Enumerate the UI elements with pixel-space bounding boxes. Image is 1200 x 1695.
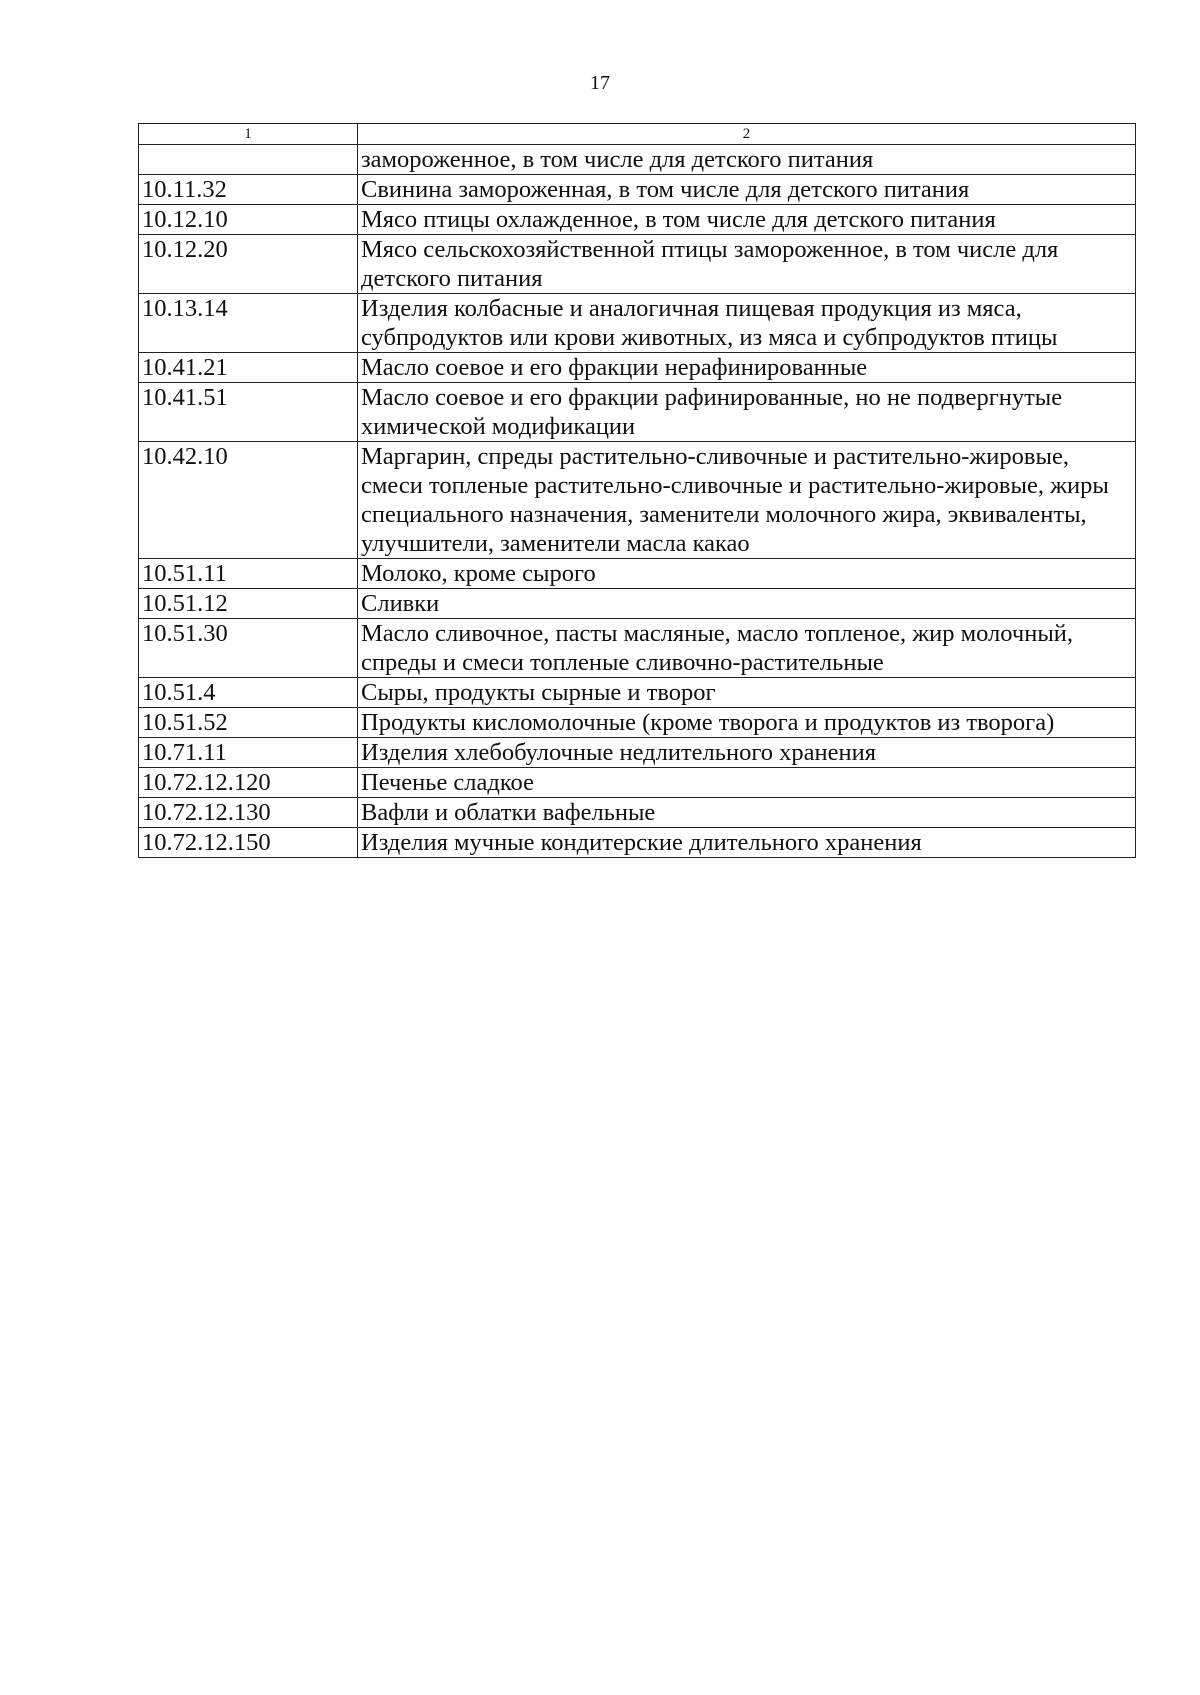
row-code: 10.12.10: [139, 205, 358, 235]
table-header-row: [139, 124, 1136, 145]
row-description: Свинина замороженная, в том числе для детского питания: [358, 175, 1136, 205]
row-description: Сыры, продукты сырные и творог: [358, 678, 1136, 708]
row-code: 10.72.12.150: [139, 828, 358, 858]
row-code: 10.41.51: [139, 383, 358, 442]
table-row: [139, 768, 1136, 798]
table-row: [139, 294, 1136, 353]
table-row: [139, 205, 1136, 235]
row-code: 10.72.12.130: [139, 798, 358, 828]
table-row: [139, 678, 1136, 708]
row-code: [139, 145, 358, 175]
row-code: 10.13.14: [139, 294, 358, 353]
table-row: [139, 828, 1136, 858]
column-header-1: 1: [139, 124, 358, 145]
product-code-table: [138, 123, 1136, 858]
row-description: Молоко, кроме сырого: [358, 559, 1136, 589]
row-code: 10.51.4: [139, 678, 358, 708]
table-row: [139, 798, 1136, 828]
row-code: 10.71.11: [139, 738, 358, 768]
row-description: Масло сливочное, пасты масляные, масло топленое, жир молочный, спреды и смеси топленые сливочно-растительные: [358, 619, 1136, 678]
row-description: Сливки: [358, 589, 1136, 619]
row-code: 10.51.30: [139, 619, 358, 678]
row-description: Мясо птицы охлажденное, в том числе для детского питания: [358, 205, 1136, 235]
row-description: Изделия колбасные и аналогичная пищевая продукция из мяса, субпродуктов или крови животных, из мяса и субпродуктов птицы: [358, 294, 1136, 353]
row-code: 10.51.52: [139, 708, 358, 738]
table-row: [139, 235, 1136, 294]
column-header-2: 2: [358, 124, 1136, 145]
table-row: [139, 708, 1136, 738]
row-description: Маргарин, спреды растительно-сливочные и растительно-жировые, смеси топленые растительно-сливочные и растительно-жировые, жиры специального назначения, заменители молочного жира, эквиваленты, улучшители, заменители масла какао: [358, 442, 1136, 559]
table-row: [139, 383, 1136, 442]
row-code: 10.11.32: [139, 175, 358, 205]
row-code: 10.12.20: [139, 235, 358, 294]
row-description: Печенье сладкое: [358, 768, 1136, 798]
table-row: [139, 353, 1136, 383]
row-description: Масло соевое и его фракции нерафинированные: [358, 353, 1136, 383]
table-row: [139, 738, 1136, 768]
row-code: 10.72.12.120: [139, 768, 358, 798]
table-row: [139, 442, 1136, 559]
row-description: Масло соевое и его фракции рафинированные, но не подвергнутые химической модификации: [358, 383, 1136, 442]
row-description: Изделия мучные кондитерские длительного хранения: [358, 828, 1136, 858]
row-code: 10.51.12: [139, 589, 358, 619]
row-description: замороженное, в том числе для детского питания: [358, 145, 1136, 175]
table-row: [139, 145, 1136, 175]
table-row: [139, 619, 1136, 678]
page-number: 17: [590, 72, 610, 94]
row-description: Вафли и облатки вафельные: [358, 798, 1136, 828]
row-description: Продукты кисломолочные (кроме творога и продуктов из творога): [358, 708, 1136, 738]
row-code: 10.42.10: [139, 442, 358, 559]
row-description: Изделия хлебобулочные недлительного хранения: [358, 738, 1136, 768]
row-code: 10.41.21: [139, 353, 358, 383]
table-row: [139, 559, 1136, 589]
table-row: [139, 589, 1136, 619]
row-code: 10.51.11: [139, 559, 358, 589]
row-description: Мясо сельскохозяйственной птицы замороженное, в том числе для детского питания: [358, 235, 1136, 294]
table-row: [139, 175, 1136, 205]
